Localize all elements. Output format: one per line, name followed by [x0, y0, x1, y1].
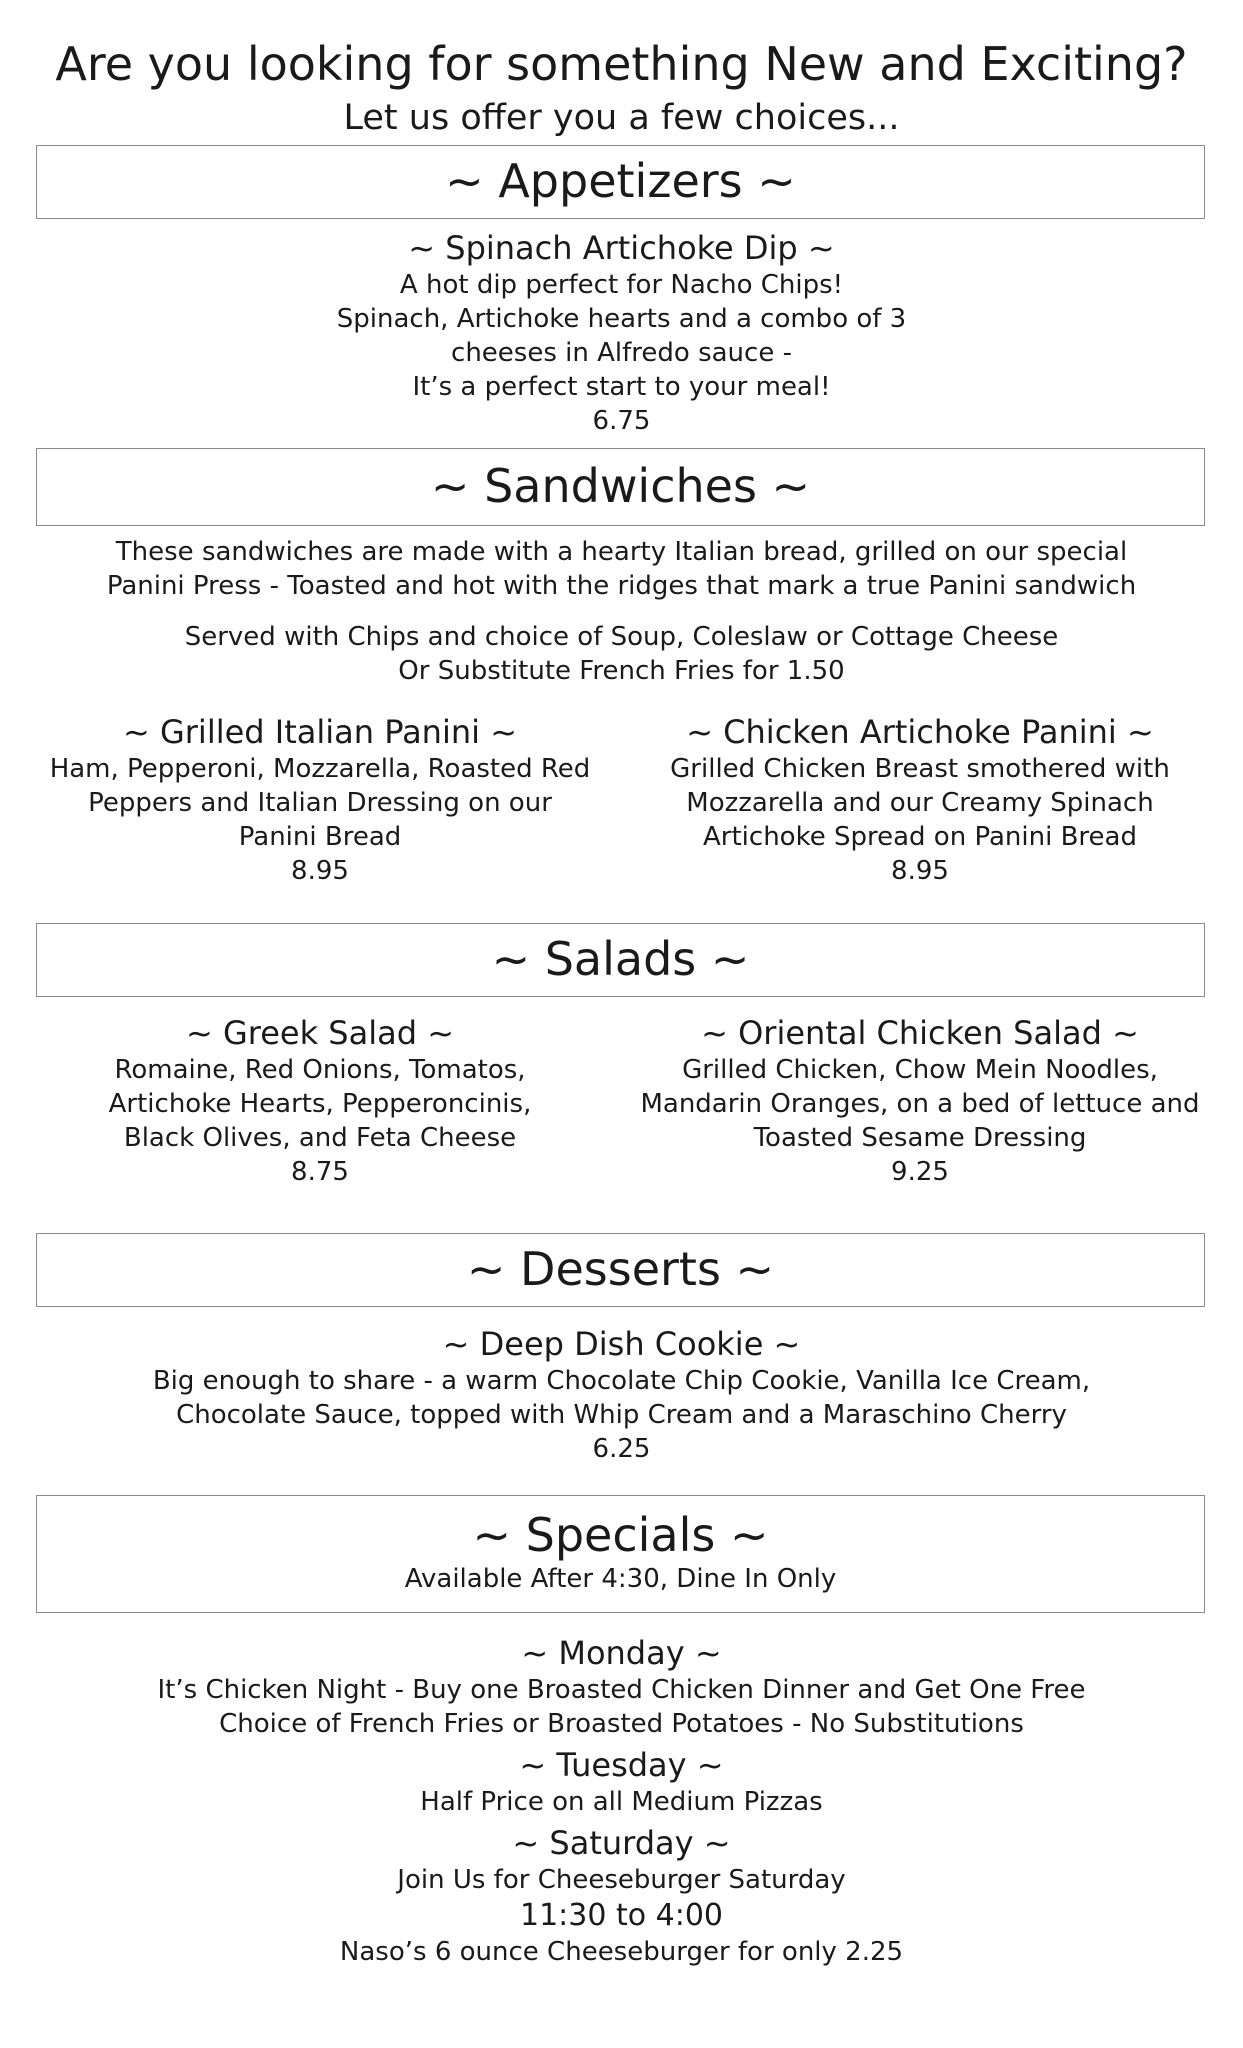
special-day-name: ~ Monday ~	[521, 1634, 722, 1672]
sandwiches-heading: ~ Sandwiches ~	[430, 459, 811, 513]
served-line: Served with Chips and choice of Soup, Coleslaw or Cottage Cheese	[184, 622, 1059, 652]
item-description-line: Romaine, Red Onions, Tomatos,	[114, 1055, 526, 1085]
sandwiches-intro	[0, 535, 1243, 603]
item-name: ~ Chicken Artichoke Panini ~	[686, 713, 1154, 751]
desserts-heading: ~ Desserts ~	[466, 1242, 775, 1296]
specials-section-header	[36, 1495, 1205, 1613]
item-description-line: Spinach, Artichoke hearts and a combo of 3	[336, 304, 907, 334]
item-price: 8.95	[891, 856, 949, 886]
intro-line: Panini Press - Toasted and hot with the ridges that mark a true Panini sandwich	[106, 571, 1137, 601]
item-description-line: Chocolate Sauce, topped with Whip Cream and a Maraschino Cherry	[176, 1400, 1067, 1430]
sandwiches-section-header	[36, 448, 1205, 526]
special-line: Naso’s 6 ounce Cheeseburger for only 2.25	[339, 1937, 904, 1967]
item-price: 8.95	[291, 856, 349, 886]
item-description-line: Toasted Sesame Dressing	[753, 1123, 1087, 1153]
appetizer-item	[0, 228, 1243, 438]
special-saturday	[0, 1823, 1243, 1969]
appetizers-section-header	[36, 145, 1205, 219]
item-name: ~ Grilled Italian Panini ~	[122, 713, 517, 751]
item-price: 6.75	[592, 406, 651, 436]
item-description-line: Peppers and Italian Dressing on our	[88, 788, 552, 818]
salad-item-greek	[20, 1013, 620, 1189]
special-line: Join Us for Cheeseburger Saturday	[397, 1865, 846, 1895]
sandwiches-served-with	[0, 620, 1243, 688]
intro-line: These sandwiches are made with a hearty Italian bread, grilled on our special	[115, 537, 1128, 567]
salads-section-header	[36, 923, 1205, 997]
specials-note: Available After 4:30, Dine In Only	[404, 1564, 837, 1594]
item-description-line: Panini Bread	[238, 822, 402, 852]
item-name: ~ Spinach Artichoke Dip ~	[408, 229, 835, 267]
item-description-line: Artichoke Hearts, Pepperoncinis,	[108, 1089, 532, 1119]
special-line: It’s Chicken Night - Buy one Broasted Chicken Dinner and Get One Free	[157, 1675, 1086, 1705]
page-title: Are you looking for something New and Exciting?	[55, 37, 1188, 91]
item-description-line: Mozzarella and our Creamy Spinach	[686, 788, 1154, 818]
special-hours: 11:30 to 4:00	[519, 1898, 723, 1933]
special-tuesday	[0, 1745, 1243, 1819]
item-price: 6.25	[592, 1434, 651, 1464]
special-day-name: ~ Tuesday ~	[519, 1746, 724, 1784]
special-line: Choice of French Fries or Broasted Potatoes - No Substitutions	[219, 1709, 1024, 1739]
sandwich-item-grilled-italian	[20, 712, 620, 888]
item-description-line: A hot dip perfect for Nacho Chips!	[399, 270, 844, 300]
page-subtitle: Let us offer you a few choices...	[343, 98, 900, 138]
item-description-line: Black Olives, and Feta Cheese	[123, 1123, 517, 1153]
item-description-line: Artichoke Spread on Panini Bread	[703, 822, 1137, 852]
item-description-line: Grilled Chicken Breast smothered with	[670, 754, 1170, 784]
appetizers-heading: ~ Appetizers ~	[445, 154, 796, 208]
item-price: 9.25	[891, 1157, 949, 1187]
special-monday	[0, 1633, 1243, 1741]
special-line: Half Price on all Medium Pizzas	[420, 1787, 823, 1817]
item-description-line: Grilled Chicken, Chow Mein Noodles,	[682, 1055, 1158, 1085]
item-name: ~ Oriental Chicken Salad ~	[701, 1014, 1139, 1052]
item-description-line: It’s a perfect start to your meal!	[412, 372, 831, 402]
item-description-line: Ham, Pepperoni, Mozzarella, Roasted Red	[49, 754, 591, 784]
specials-heading: ~ Specials ~	[472, 1508, 769, 1562]
item-description-line: cheeses in Alfredo sauce -	[451, 338, 792, 368]
dessert-item	[0, 1324, 1243, 1466]
item-description-line: Big enough to share - a warm Chocolate Chip Cookie, Vanilla Ice Cream,	[152, 1366, 1091, 1396]
item-name: ~ Deep Dish Cookie ~	[442, 1325, 801, 1363]
served-line: Or Substitute French Fries for 1.50	[398, 656, 845, 686]
special-day-name: ~ Saturday ~	[512, 1824, 731, 1862]
sandwich-item-chicken-artichoke	[620, 712, 1220, 888]
salad-item-oriental-chicken	[620, 1013, 1220, 1189]
item-description-line: Mandarin Oranges, on a bed of lettuce and	[640, 1089, 1200, 1119]
item-price: 8.75	[291, 1157, 349, 1187]
salads-heading: ~ Salads ~	[491, 932, 750, 986]
desserts-section-header	[36, 1233, 1205, 1307]
item-name: ~ Greek Salad ~	[185, 1014, 455, 1052]
